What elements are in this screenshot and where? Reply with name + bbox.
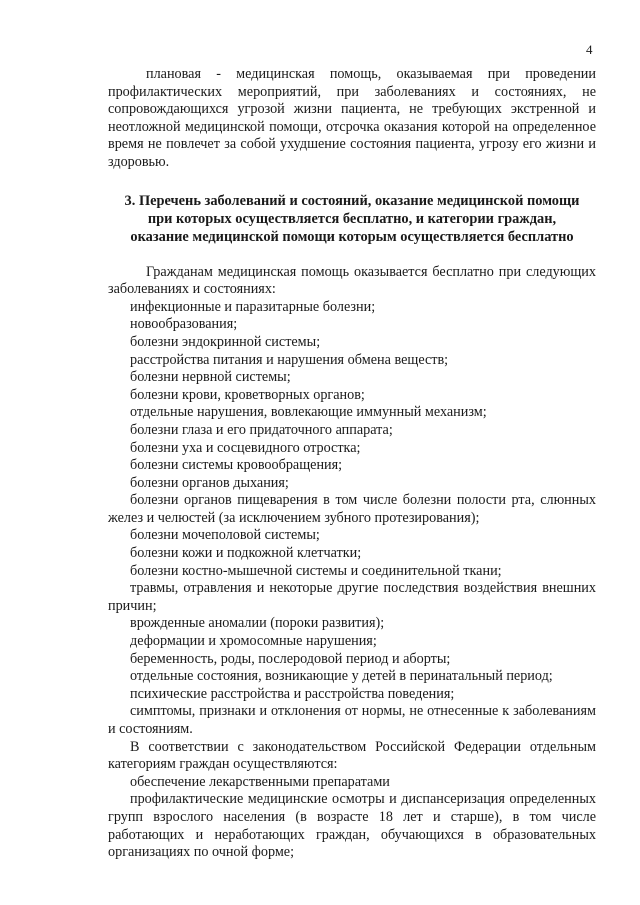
list-item: болезни крови, кроветворных органов; [130, 386, 365, 403]
list-item: врожденные аномалии (пороки развития); [130, 615, 385, 632]
list-item: болезни органов пищеварения в том числе болезни полости рта, слюнных желез и челюстей (за исключением зубного протезирования); [108, 492, 596, 526]
list-item: новообразования; [130, 316, 238, 333]
list-item: болезни глаза и его придаточного аппарата; [130, 421, 393, 438]
section-heading-line-2: при которых осуществляется бесплатно, и категории граждан, [147, 210, 557, 227]
categories-paragraph: В соответствии с законодательством Российской Федерации отдельным категориям граждан осуществляются: [108, 738, 596, 773]
intro-paragraph: плановая - медицинская помощь, оказываемая при проведении профилактических мероприятий, при заболеваниях и состояниях, не сопровождающихся угрозой жизни пациента, не требующих экстренной и неотложной медицинской помощи, отсрочка оказания которой на определенное время не повлечет за собой ухудшение состояния пациента, угрозу его жизни и здоровью. [108, 66, 596, 170]
section-heading-line-1: 3. Перечень заболеваний и состояний, оказание медицинской помощи [124, 192, 580, 209]
list-item: болезни кожи и подкожной клетчатки; [130, 545, 362, 562]
list-item: болезни костно-мышечной системы и соединительной ткани; [130, 562, 502, 579]
section-heading-line-3: оказание медицинской помощи которым осуществляется бесплатно [130, 228, 574, 245]
list-item: расстройства питания и нарушения обмена веществ; [130, 351, 449, 368]
conditions-list [108, 299, 596, 739]
list-item: отдельные нарушения, вовлекающие иммунный механизм; [130, 404, 487, 421]
list-item: травмы, отравления и некоторые другие последствия воздействия внешних причин; [108, 580, 596, 614]
list-item: болезни системы кровообращения; [130, 457, 343, 474]
document-body [108, 66, 596, 862]
list-item: обеспечение лекарственными препаратами [130, 773, 390, 790]
list-item: беременность, роды, послеродовой период и аборты; [130, 650, 451, 667]
page-number: 4 [586, 42, 593, 57]
list-item: симптомы, признаки и отклонения от нормы, не отнесенные к заболеваниям и состояниям. [108, 703, 596, 737]
lead-paragraph: Гражданам медицинская помощь оказывается бесплатно при следующих заболеваниях и состояниях: [108, 263, 596, 298]
list-item: болезни мочеполовой системы; [130, 527, 320, 544]
list-item: болезни эндокринной системы; [130, 333, 321, 350]
section-heading [108, 192, 596, 246]
list-item: болезни органов дыхания; [130, 474, 289, 491]
list-item: деформации и хромосомные нарушения; [130, 633, 377, 650]
categories-list [108, 774, 596, 862]
list-item: профилактические медицинские осмотры и диспансеризация определенных групп взрослого населения (в возрасте 18 лет и старше), в том числе работающих и неработающих граждан, обучающихся в образовательных организациях по очной форме; [108, 791, 596, 861]
list-item: болезни нервной системы; [130, 369, 291, 386]
list-item: болезни уха и сосцевидного отростка; [130, 439, 361, 456]
list-item: психические расстройства и расстройства поведения; [130, 685, 455, 702]
list-item: отдельные состояния, возникающие у детей в перинатальный период; [130, 668, 553, 685]
list-item: инфекционные и паразитарные болезни; [130, 298, 376, 315]
